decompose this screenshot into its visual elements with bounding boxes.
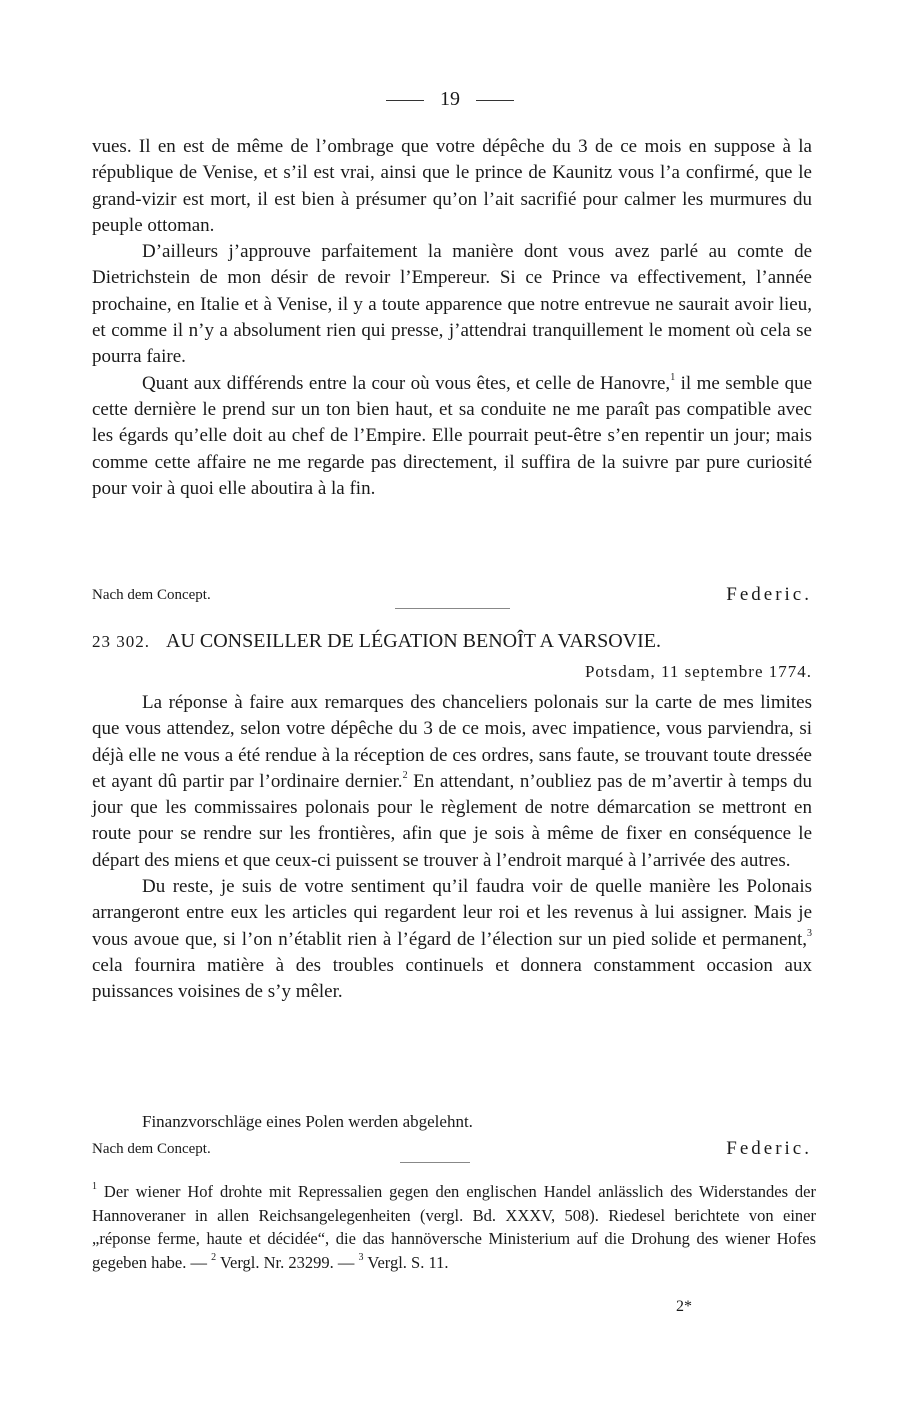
- footnote-1: Der wiener Hof drohte mit Repressalien gegen den englischen Handel anlässlich des Widerstandes der Hannoveraner in allen Reichsangelegenheiten (vergl. Bd. XXXV, 508). Riedesel berichtete von einer „réponse ferme, haute et décidée“, die das hannöversche Ministerium auf die Drohung des wiener Hofes gegeben habe. —: [92, 1182, 816, 1272]
- letter-2-closing: [92, 1140, 812, 1158]
- footnote-divider: [400, 1162, 470, 1163]
- dateline: Potsdam, 11 septembre 1774.: [584, 662, 812, 681]
- letter-2-paragraph-1-text: La réponse à faire aux remarques des chanceliers polonais sur la carte de mes limites que vous attendez, selon votre dépêche du 3 de ce mois, avec impatience, vous parviendra, si déjà elle ne vous a été rendue à la réception de ces ordres, sans faute, se trouvant toute dressée et ayant dû partir par l’ordinaire dernier.: [92, 692, 812, 792]
- letter-1-paragraph-3: [92, 371, 812, 502]
- letter-2-paragraph-2: [92, 874, 812, 1005]
- letter-2-paragraph-1: [92, 690, 812, 874]
- signature-mark: 2*: [676, 1298, 692, 1315]
- signature: Federic.: [726, 584, 812, 605]
- letter-1-paragraph-2: D’ailleurs j’approuve parfaitement la manière dont vous avez parlé au comte de Dietrichstein de mon désir de revoir l’Empereur. Si ce Prince va effectivement, l’année prochaine, en Italie et à Venise, il y a toute apparence que notre entrevue ne saurait avoir lieu, et comme il n’y a absolument rien qui presse, j’attendrai tranquillement le moment où cela se pourra faire.: [92, 241, 812, 368]
- page-header: [0, 88, 900, 111]
- footnote-3: Vergl. S. 11.: [363, 1252, 449, 1272]
- footnote-2: Vergl. Nr. 23299. —: [216, 1252, 359, 1272]
- editorial-note: Finanzvorschläge eines Polen werden abgelehnt.: [142, 1112, 473, 1131]
- letter-number: 23 302.: [92, 632, 150, 651]
- letter-title: AU CONSEILLER DE LÉGATION BENOÎT A VARSOVIE.: [166, 630, 661, 652]
- letter-2-body: [92, 690, 812, 1006]
- footnotes: [92, 1180, 816, 1274]
- letter-1-paragraph-3-text: Quant aux différends entre la cour où vous êtes, et celle de Hanovre,: [142, 372, 671, 394]
- header-rule-left: [386, 100, 424, 101]
- footnote-mark-3: 3: [358, 1251, 364, 1263]
- section-divider: [395, 608, 510, 609]
- footnote-ref-3: 3: [807, 927, 812, 939]
- header-rule-right: [476, 100, 514, 101]
- footnote-mark-1: 1: [92, 1181, 97, 1192]
- letter-1-closing: [92, 586, 812, 604]
- letter-2-paragraph-2-cont: cela fournira matière à des troubles continuels et donnera constamment occasion aux puissances voisines de s’y mêler.: [92, 954, 812, 1003]
- footnote-ref-1: 1: [670, 371, 676, 383]
- signature: Federic.: [726, 1138, 812, 1159]
- letter-2-heading: [92, 630, 822, 653]
- source-note: Nach dem Concept.: [92, 1141, 211, 1157]
- letter-1-paragraph-1: vues. Il en est de même de l’ombrage que votre dépêche du 3 de ce mois en suppose à la république de Venise, et s’il est vrai, ainsi que le prince de Kaunitz vous l’a confirmé, que le grand-vizir est mort, il est bien à présumer qu’on l’ait sacrifié pour calmer les murmures du peuple ottoman.: [92, 136, 812, 236]
- letter-1-body: [92, 134, 812, 502]
- letter-2-paragraph-2-text: Du reste, je suis de votre sentiment qu’il faudra voir de quelle manière les Polonais arrangeront entre eux les articles qui regardent leur roi et les revenus à lui assigner. Mais je vous avoue que, si l’on n’établit rien à l’égard de l’élection sur un pied solide et permanent,: [92, 876, 812, 950]
- footnote-ref-2: 2: [402, 769, 408, 781]
- letter-1-paragraph-3-cont: il me semble que cette dernière le prend sur un ton bien haut, et sa conduite ne me paraît pas compatible avec les égards qu’elle doit au chef de l’Empire. Elle pourrait peut-être s’en repentir un jour; mais comme cette affaire ne me regarde pas directement, il suffira de la suivre par pure curiosité pour voir à quoi elle aboutira à la fin.: [92, 372, 812, 499]
- source-note: Nach dem Concept.: [92, 587, 211, 603]
- footnote-mark-2: 2: [211, 1251, 217, 1263]
- letter-2-paragraph-1-cont: En attendant, n’oubliez pas de m’avertir à temps du jour que les commissaires polonais pour le règlement de notre démarcation se mettront en route pour se rendre sur les frontières, afin que je sois à même de fixer en conséquence le départ des miens et que ceux-ci puissent se trouver à l’endroit marqué à l’arrivée des autres.: [92, 770, 812, 871]
- page-number: 19: [440, 88, 460, 110]
